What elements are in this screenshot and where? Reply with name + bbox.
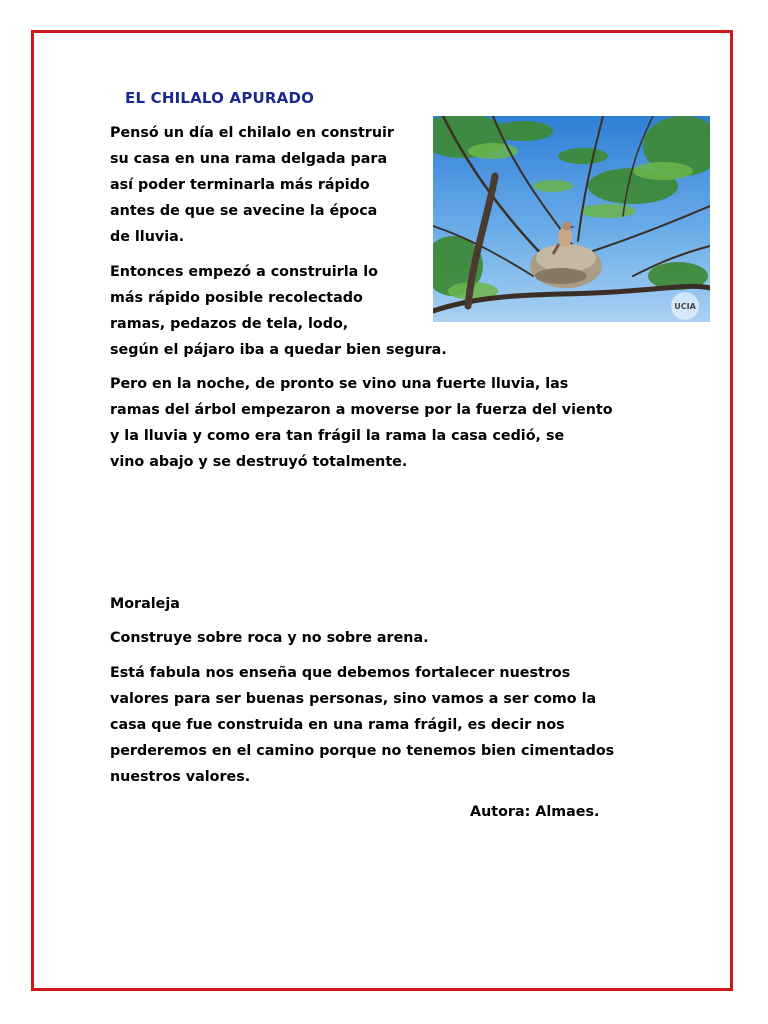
paragraph-line: ramas del árbol empezaron a moverse por la fuerza del viento (110, 402, 613, 418)
paragraph-line: casa que fue construida en una rama frágil, es decir nos (110, 717, 565, 733)
paragraph-line: valores para ser buenas personas, sino vamos a ser como la (110, 691, 597, 707)
paragraph-line: de lluvia. (110, 229, 185, 245)
paragraph-line: más rápido posible recolectado (110, 290, 363, 306)
moral-text: Construye sobre roca y no sobre arena. (110, 630, 429, 646)
paragraph-line: su casa en una rama delgada para (110, 151, 388, 167)
paragraph-line: nuestros valores. (110, 769, 251, 785)
paragraph-line: vino abajo y se destruyó totalmente. (110, 454, 408, 470)
photo-watermark-text: UCIA (674, 302, 696, 311)
paragraph-line: ramas, pedazos de tela, lodo, (110, 316, 349, 332)
paragraph-line: así poder terminarla más rápido (110, 177, 370, 193)
paragraph-3 (110, 371, 613, 475)
paragraph-line: Está fabula nos enseña que debemos fortalecer nuestros (110, 665, 571, 681)
paragraph-line: antes de que se avecine la época (110, 203, 378, 219)
paragraph-line: Pensó un día el chilalo en construir (110, 125, 394, 141)
paragraph-1 (110, 120, 394, 250)
paragraph-line: perderemos en el camino porque no tenemos bien cimentados (110, 743, 615, 759)
paragraph-line: según el pájaro iba a quedar bien segura. (110, 342, 447, 358)
paragraph-line: y la lluvia y como era tan frágil la rama la casa cedió, se (110, 428, 565, 444)
bird-nest-photo (433, 116, 710, 322)
paragraph-line: Pero en la noche, de pronto se vino una fuerte lluvia, las (110, 376, 569, 392)
moral-heading: Moraleja (110, 596, 180, 612)
paragraph-4 (110, 660, 614, 790)
paragraph-2 (110, 259, 447, 363)
author-signature: Autora: Almaes. (470, 804, 600, 820)
page-title: EL CHILALO APURADO (125, 89, 315, 107)
paragraph-line: Entonces empezó a construirla lo (110, 264, 378, 280)
